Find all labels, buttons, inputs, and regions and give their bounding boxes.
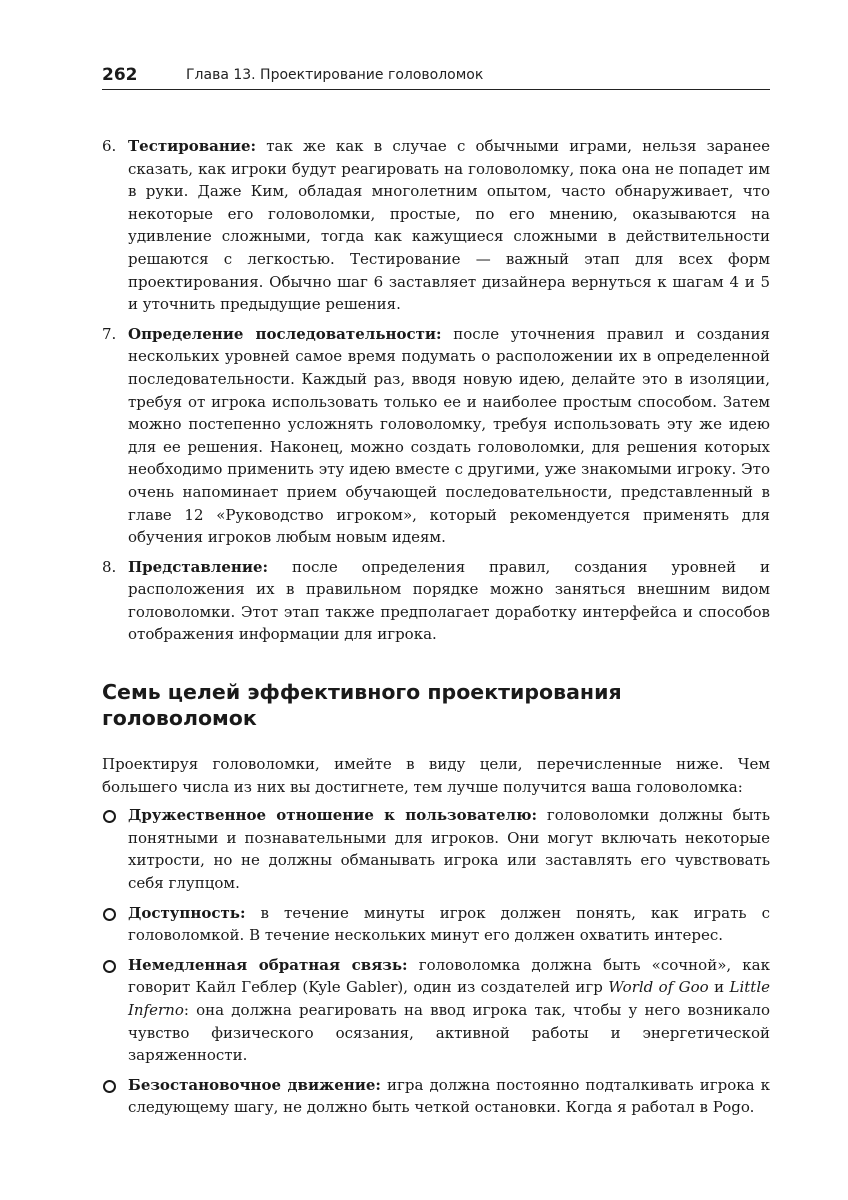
step-text: после уточнения правил и создания нескольких уровней самое время подумать о расположении их в определенной последовательности. Каждый раз, вводя новую идею, делайте это в изоляции, требуя от игрока использовать только ее и наиболее простым способом. Затем можно постепенно усложнять головоломку, требуя использовать эту же идею для ее решения. Наконец, можно создать головоломки, для решения которых необходимо применить эту идею вместе с другими, уже знакомыми игроку. Это очень напоминает прием обучающей последовательности, представленный в главе 12 «Руководство игроком», который рекомендуется применять для обучения игроков любым новым идеям. [128,324,770,547]
goal-text: : она должна реагировать на ввод игрока так, чтобы у него возникало чувство физического осязания, активной работы и энергетической заряженности. [128,1001,770,1065]
running-title: Глава 13. Проектирование головоломок [186,67,484,83]
goal-term: Безостановочное движение: [128,1075,381,1094]
game-title: World of Goo [608,978,709,997]
page-content [102,135,770,1126]
goal-term: Доступность: [128,903,246,922]
step-term: Тестирование: [128,137,257,155]
goal-text: игра должна постоянно подталкивать игрока к следующему шагу, не должно быть четкой остановки. Когда я работал в Pogo. [128,1075,770,1117]
list-item-goal [102,804,770,894]
list-item-step-6 [102,135,770,316]
section-intro: Проектируя головоломки, имейте в виду цели, перечисленные ниже. Чем большего числа из них вы достигнете, тем лучше получится ваша головоломка: [102,755,770,796]
step-term: Определение последовательности: [128,324,442,343]
page-header [102,64,770,90]
step-term: Представление: [128,557,269,576]
list-number: 8. [102,557,117,576]
goals-list [102,804,770,1119]
list-number: 6. [102,137,117,155]
goal-term: Немедленная обратная связь: [128,955,408,974]
list-item-goal [102,954,770,1067]
circle-bullet-icon [103,1080,116,1093]
page-number: 262 [102,65,138,85]
step-text: после определения правил, создания уровней и расположения их в правильном порядке можно заняться внешним видом головоломки. Этот этап также предполагает доработку интерфейса и способов отображения информации для игрока. [128,557,770,644]
step-text: так же как в случае с обычными играми, нельзя заранее сказать, как игроки будут реагировать на головоломку, пока она не попадет им в руки. Даже Ким, обладая многолетним опытом, часто обнаруживает, что некоторые его головоломки, простые, по его мнению, оказываются на удивление сложными, тогда как кажущиеся сложными в действительности решаются с легкостью. Тестирование — важный этап для всех форм проектирования. Обычно шаг 6 заставляет дизайнера вернуться к шагам 4 и 5 и уточнить предыдущие решения. [128,137,770,314]
list-number: 7. [102,324,117,343]
circle-bullet-icon [103,810,116,823]
goal-term: Дружественное отношение к пользователю: [128,806,538,825]
list-item-step-7 [102,323,770,549]
list-item-step-8 [102,556,770,646]
goal-text: в течение минуты игрок должен понять, как играть с головоломкой. В течение нескольких минут его должен охватить интерес. [128,903,770,945]
goal-text: и [708,978,730,997]
circle-bullet-icon [103,960,116,973]
goal-text: головоломки должны быть понятными и познавательными для игроков. Они могут включать некоторые хитрости, но не должны обманывать игрока или заставлять его чувствовать себя глупцом. [128,806,771,893]
circle-bullet-icon [103,908,116,921]
numbered-steps-list [102,135,770,646]
game-title: Little Inferno [128,978,770,1019]
section-heading: Семь целей эффективного проектирования головоломок [102,680,622,731]
list-item-goal [102,1074,770,1119]
goal-text: головоломка должна быть «сочной», как говорит Кайл Геблер (Kyle Gabler), один из создателей игр [128,955,770,997]
list-item-goal [102,902,770,947]
